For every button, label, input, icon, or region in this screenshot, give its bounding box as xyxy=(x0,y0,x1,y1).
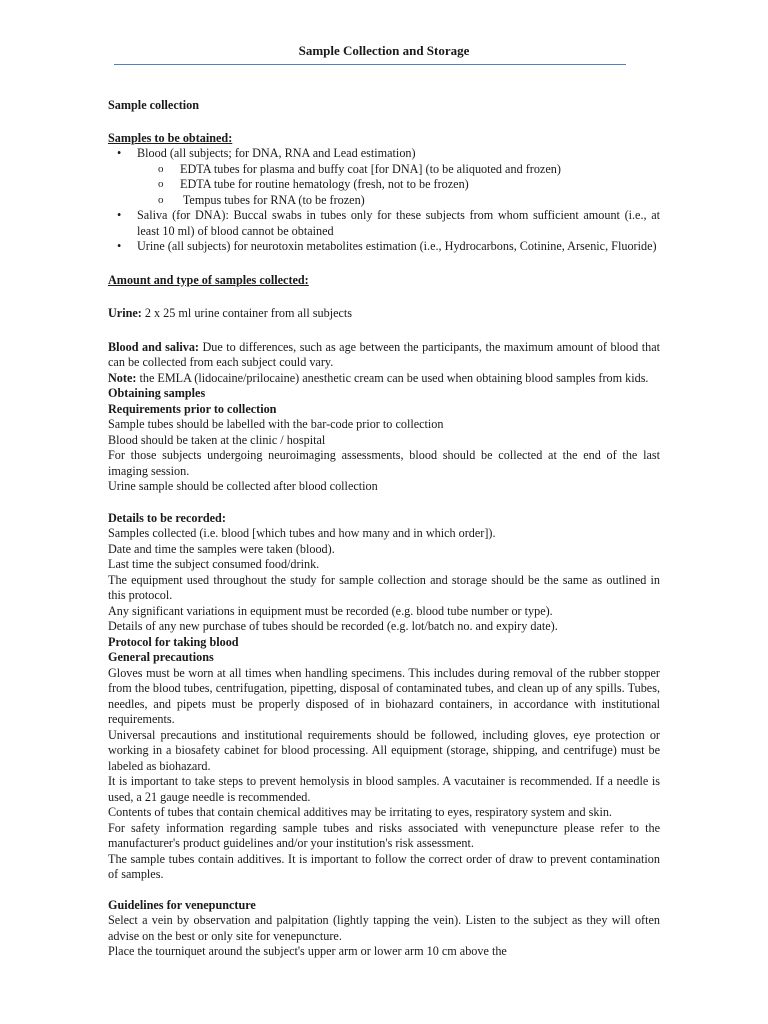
note-label: Note: xyxy=(108,370,137,385)
bullet-marker: • xyxy=(117,239,122,253)
bullet-marker: • xyxy=(117,146,122,160)
samples-obtained-heading: Samples to be obtained: xyxy=(108,130,233,145)
details-line: Samples collected (i.e. blood [which tubes and how many and in which order]). xyxy=(108,526,496,540)
sub-marker: o xyxy=(158,193,164,206)
requirement-line: Urine sample should be collected after blood collection xyxy=(108,479,378,493)
list-item-text: Saliva (for DNA): Buccal swabs in tubes only for these subjects from whom sufficient amount (i.e., at least 10 ml) of blood cannot be obtained xyxy=(137,208,660,238)
venepuncture-line: Select a vein by observation and palpitation (lightly tapping the vein). Listen to the subject as they will often advise on the best or only site for venepuncture. xyxy=(108,913,660,943)
sub-list xyxy=(137,162,660,209)
general-precautions-heading: General precautions xyxy=(108,650,214,664)
sub-marker: o xyxy=(158,162,164,175)
details-line: Last time the subject consumed food/drink. xyxy=(108,557,320,571)
amount-heading: Amount and type of samples collected: xyxy=(108,272,309,287)
sub-list-item xyxy=(137,162,660,178)
sub-list-item-text: EDTA tubes for plasma and buffy coat [for DNA] (to be aliquoted and frozen) xyxy=(180,161,561,176)
list-item xyxy=(108,146,660,208)
urine-text: 2 x 25 ml urine container from all subjects xyxy=(141,306,353,320)
sub-list-item-text: Tempus tubes for RNA (to be frozen) xyxy=(180,192,365,207)
requirement-line: Sample tubes should be labelled with the bar-code prior to collection xyxy=(108,417,444,431)
blood-saliva-label: Blood and saliva: xyxy=(108,339,199,354)
blood-saliva-text: Due to differences, such as age between the participants, the maximum amount of blood that can be collected from each subject could vary. xyxy=(108,339,660,369)
precaution-paragraph: It is important to take steps to prevent hemolysis in blood samples. A vacutainer is recommended. If a needle is used, a 21 gauge needle is recommended. xyxy=(108,774,660,804)
title-divider xyxy=(114,64,626,65)
requirement-line: For those subjects undergoing neuroimaging assessments, blood should be collected at the end of the last imaging session. xyxy=(108,448,660,478)
venepuncture-heading: Guidelines for venepuncture xyxy=(108,897,256,912)
sample-collection-heading: Sample collection xyxy=(108,98,200,112)
sub-marker: o xyxy=(158,178,164,190)
requirement-line: Blood should be taken at the clinic / hospital xyxy=(108,432,326,447)
sub-list-item-text: EDTA tube for routine hematology (fresh, not to be frozen) xyxy=(180,177,469,191)
obtaining-heading: Obtaining samples xyxy=(108,386,206,400)
details-line: Details of any new purchase of tubes should be recorded (e.g. lot/batch no. and expiry date). xyxy=(108,619,558,633)
page-title: Sample Collection and Storage xyxy=(298,43,470,58)
list-item xyxy=(108,208,660,239)
precaution-paragraph: Universal precautions and institutional requirements should be followed, including gloves, eye protection or working in a biosafety cabinet for blood processing. All equipment (storage, shipping, and centrifuge) must be labeled as biohazard. xyxy=(108,727,660,773)
protocol-heading: Protocol for taking blood xyxy=(108,634,239,649)
blood-saliva-paragraph xyxy=(108,340,660,371)
details-line: The equipment used throughout the study for sample collection and storage should be the same as outlined in this protocol. xyxy=(108,572,660,602)
details-heading: Details to be recorded: xyxy=(108,510,226,525)
note-text: the EMLA (lidocaine/prilocaine) anesthetic cream can be used when obtaining blood samples from kids. xyxy=(136,370,649,385)
document-body xyxy=(108,98,660,960)
precaution-paragraph: For safety information regarding sample tubes and risks associated with venepuncture please refer to the manufacturer's product guidelines and/or your institution's risk assessment. xyxy=(108,820,660,850)
urine-paragraph xyxy=(108,306,660,322)
requirements-heading: Requirements prior to collection xyxy=(108,401,277,416)
list-item xyxy=(108,239,660,255)
precaution-paragraph: The sample tubes contain additives. It is important to follow the correct order of draw to prevent contamination of samples. xyxy=(108,851,660,881)
list-item-text: Blood (all subjects; for DNA, RNA and Lead estimation) xyxy=(137,146,416,160)
details-line: Date and time the samples were taken (blood). xyxy=(108,541,335,556)
sub-list-item xyxy=(137,193,660,209)
note-paragraph xyxy=(108,371,660,387)
precaution-paragraph: Contents of tubes that contain chemical additives may be irritating to eyes, respiratory system and skin. xyxy=(108,805,612,819)
details-line: Any significant variations in equipment must be recorded (e.g. blood tube number or type). xyxy=(108,603,553,618)
precaution-paragraph: Gloves must be worn at all times when handling specimens. This includes during removal of the rubber stopper from the blood tubes, centrifugation, pipetting, disposal of contaminated tubes, and clean up of any spills. Tubes, needles, and pipets must be properly disposed of in biohazard containers, in accordance with institutional requirements. xyxy=(108,665,660,726)
list-item-text: Urine (all subjects) for neurotoxin metabolites estimation (i.e., Hydrocarbons, Cotinine, Arsenic, Fluoride) xyxy=(137,239,657,253)
venepuncture-line: Place the tourniquet around the subject's upper arm or lower arm 10 cm above the xyxy=(108,944,507,958)
sub-list-item xyxy=(137,177,660,193)
urine-label: Urine: xyxy=(108,306,142,320)
bullet-marker: • xyxy=(117,208,122,222)
samples-list xyxy=(108,146,660,255)
